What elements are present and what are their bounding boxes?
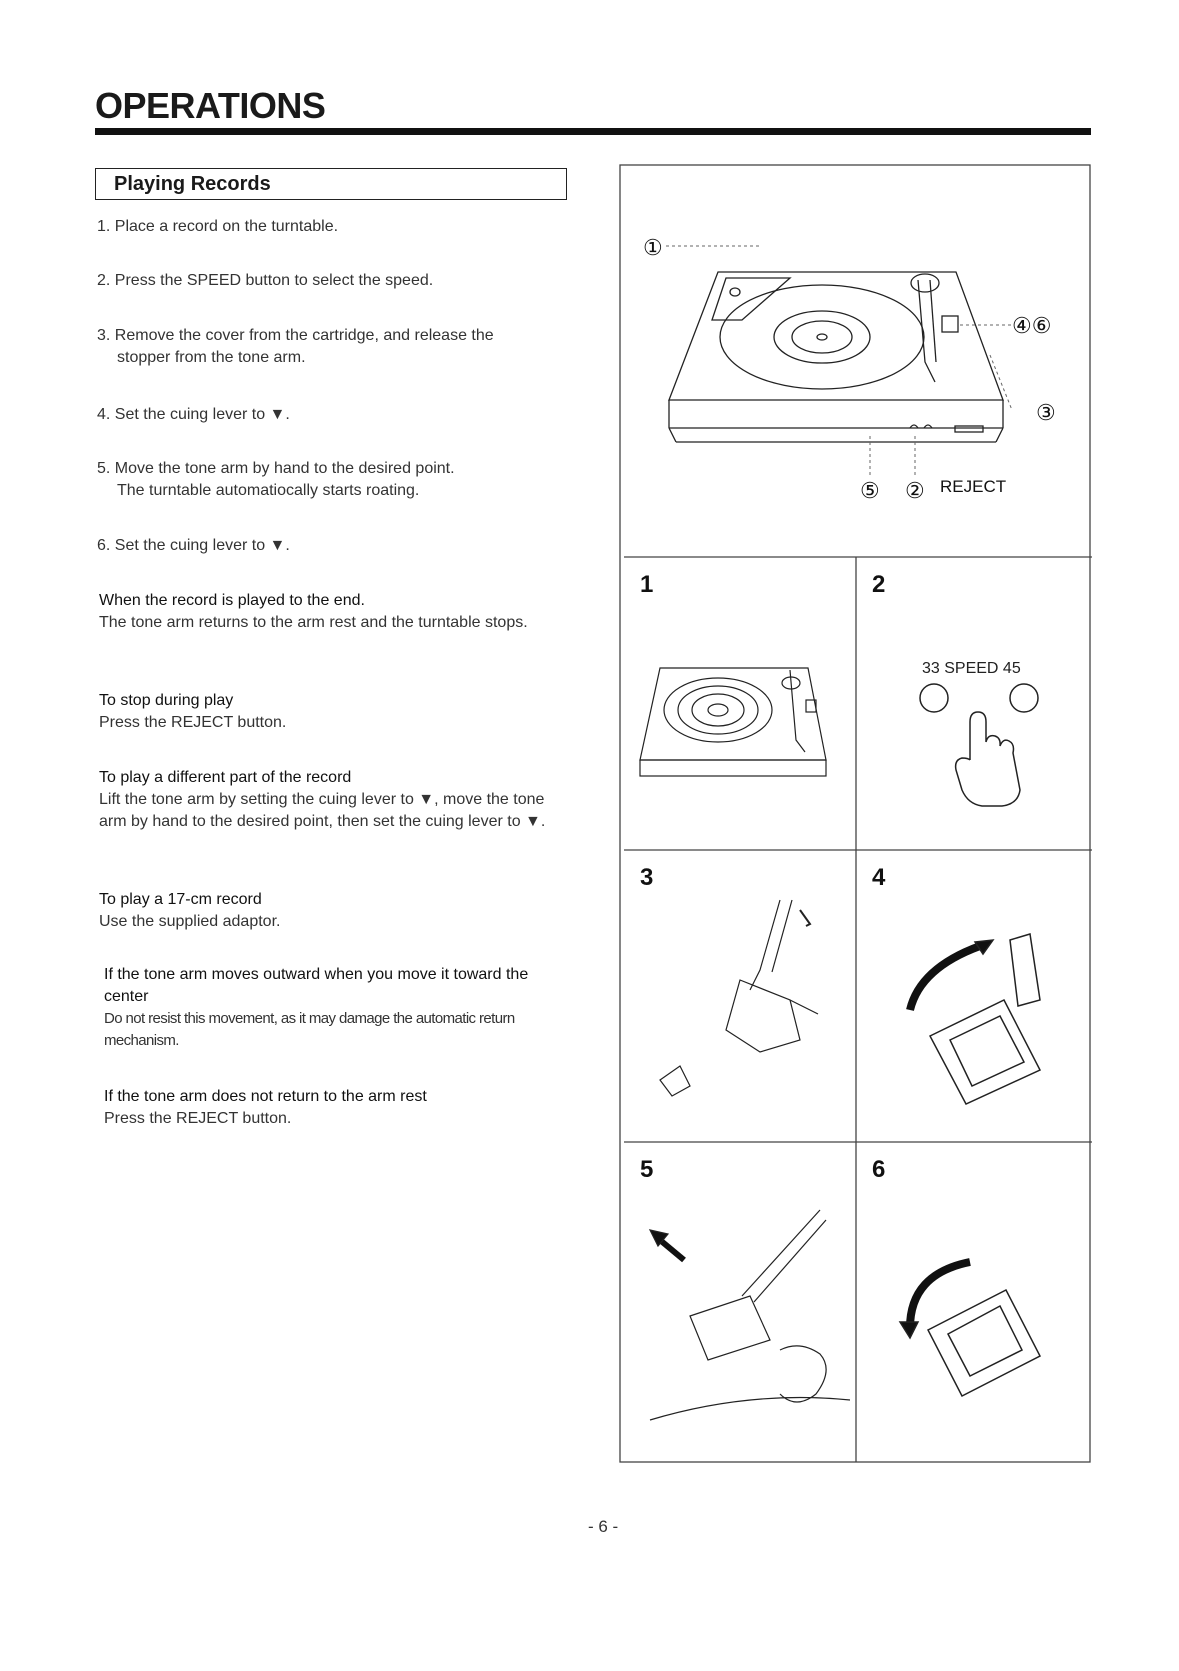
section-header-box (95, 168, 567, 200)
step-5-text-cont: The turntable automatiocally starts roating. (117, 482, 420, 499)
leader-lines (666, 246, 1012, 478)
note-body: Lift the tone arm by setting the cuing lever to ▼, move the tone arm by hand to the desired point, then set the cuing lever to ▼. (99, 791, 546, 830)
note-body: Press the REJECT button. (99, 714, 287, 731)
callout-3: ③ (1036, 400, 1056, 425)
speed-label: 33 SPEED 45 (922, 660, 1021, 677)
step-6-text: 6. Set the cuing lever to ▼. (97, 537, 290, 554)
callout-2: ② (905, 478, 925, 503)
step-3-text: 3. Remove the cover from the cartridge, and release the (97, 327, 494, 344)
note-body: Press the REJECT button. (104, 1110, 292, 1127)
panel-label-2: 2 (872, 571, 886, 598)
note-heading: If the tone arm does not return to the arm rest (104, 1088, 427, 1105)
speed-45-button (1010, 684, 1038, 712)
panel-5-tone-arm (650, 1210, 850, 1420)
step-1 (97, 216, 567, 238)
note-heading: If the tone arm moves outward when you move it toward the center (104, 966, 529, 1005)
panel-label-3: 3 (640, 864, 654, 891)
note-heading: To stop during play (99, 692, 234, 709)
note-different-part (99, 767, 554, 833)
panel-label-1: 1 (640, 571, 654, 598)
note-arm-moves-outward (104, 964, 574, 1052)
step-1-text: 1. Place a record on the turntable. (97, 218, 339, 235)
panel-label-5: 5 (640, 1156, 654, 1183)
title-rule (95, 128, 1091, 135)
note-body: The tone arm returns to the arm rest and the turntable stops. (99, 614, 528, 631)
step-3 (97, 325, 567, 369)
panel-label-4: 4 (872, 864, 886, 891)
page-number: - 6 - (588, 1517, 619, 1536)
note-arm-not-return (104, 1086, 584, 1130)
panel-2-speed (920, 684, 1038, 806)
panel-3-cartridge (660, 900, 818, 1096)
page-title: OPERATIONS (95, 85, 326, 126)
panel-1-turntable (640, 668, 826, 776)
step-5 (97, 458, 567, 502)
callout-glyphs (643, 235, 1056, 503)
step-4 (97, 404, 567, 426)
note-stop-during-play (99, 690, 579, 734)
note-17cm-record (99, 889, 579, 933)
reject-label: REJECT (940, 477, 1007, 496)
callout-4-6: ④⑥ (1012, 313, 1052, 338)
section-title: Playing Records (114, 173, 271, 195)
callout-1: ① (643, 235, 663, 260)
step-4-text: 4. Set the cuing lever to ▼. (97, 406, 290, 423)
turntable-illustration (669, 272, 1003, 442)
panel-4-cuing-lever (910, 934, 1040, 1104)
note-heading: To play a different part of the record (99, 769, 352, 786)
speed-33-button (920, 684, 948, 712)
step-3-text-cont: stopper from the tone arm. (117, 349, 306, 366)
panel-label-6: 6 (872, 1156, 886, 1183)
note-heading: To play a 17-cm record (99, 891, 262, 908)
note-end-of-record (99, 590, 539, 634)
note-body: Use the supplied adaptor. (99, 913, 281, 930)
note-heading: When the record is played to the end. (99, 592, 365, 609)
step-2-text: 2. Press the SPEED button to select the speed. (97, 272, 434, 289)
note-body: Do not resist this movement, as it may damage the automatic return mechanism. (104, 1010, 515, 1049)
step-6 (97, 535, 567, 557)
callout-5: ⑤ (860, 478, 880, 503)
figure-frame (620, 165, 1090, 1462)
step-2 (97, 270, 567, 292)
panel-6-cuing-lever (900, 1262, 1040, 1396)
step-5-text: 5. Move the tone arm by hand to the desired point. (97, 460, 455, 477)
